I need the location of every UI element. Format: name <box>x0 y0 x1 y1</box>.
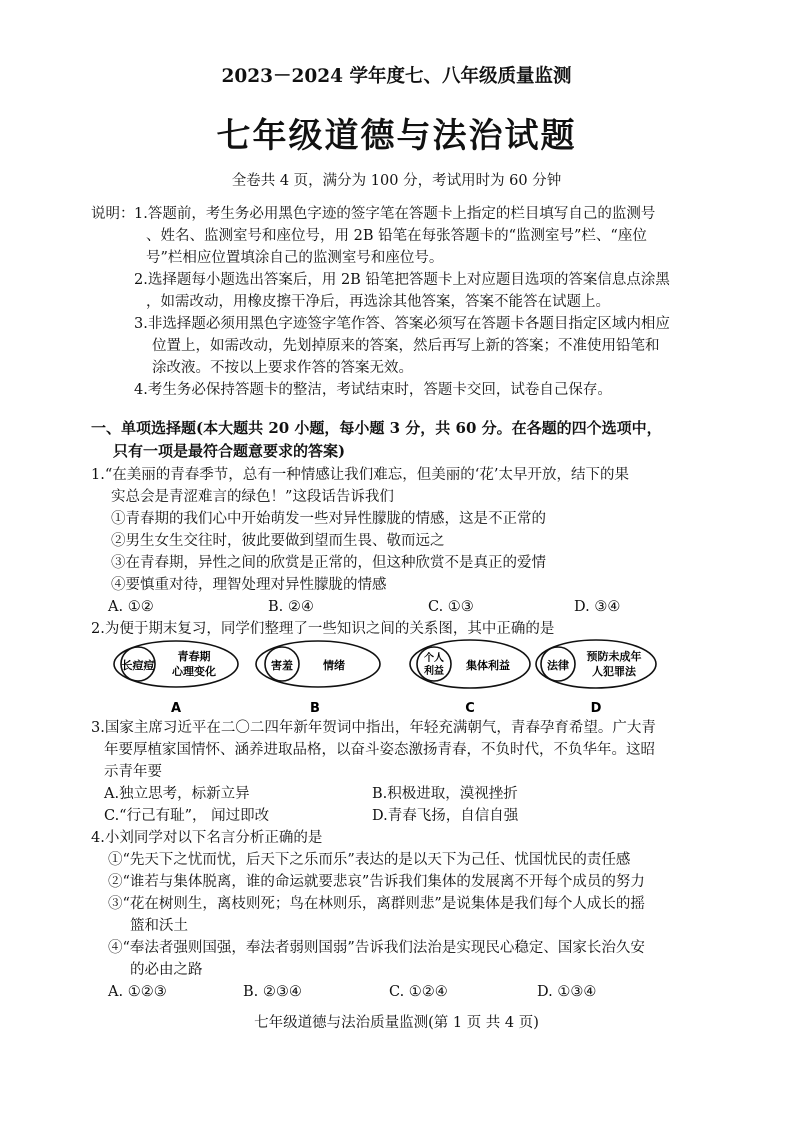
diagram-b-letter: B <box>310 701 320 716</box>
q1-item-2: ②男生女生交往时，彼此要做到望而生畏、敬而远之 <box>111 533 445 549</box>
instruction-3-line-1: 3.非选择题必须用黑色字迹签字笔作答、答案必须写在答题卡各题目指定区域内相应 <box>134 316 670 332</box>
q4-item-4-line-1: ④“奉法者强则国强，奉法者弱则国弱”告诉我们法治是实现民心稳定、国家长治久安 <box>108 940 645 956</box>
q1-option-b: B. ②④ <box>268 599 314 615</box>
diagram-c-inner-label-2: 利益 <box>424 666 444 677</box>
diagram-d <box>536 640 656 716</box>
q1-item-4: ④要慎重对待，理智处理对异性朦胧的情感 <box>111 577 387 593</box>
q4-item-3-line-1: ③“花在树则生，离枝则死；鸟在林则乐，离群则悲”是说集体是我们每个人成长的摇 <box>108 896 645 912</box>
q1-item-1: ①青春期的我们心中开始萌发一些对异性朦胧的情感，这是不正常的 <box>111 511 546 527</box>
q1-stem-line-1: 1.“在美丽的青春季节，总有一种情感让我们难忘，但美丽的‘花’太早开放，结下的果 <box>91 467 629 483</box>
diagram-d-letter: D <box>590 701 602 716</box>
instruction-1-line-2: 、姓名、监测室号和座位号，用 2B 铅笔在每张答题卡的“监测室号”栏、“座位 <box>146 228 647 244</box>
q3-stem-line-3: 示青年要 <box>104 764 162 780</box>
diagram-c-letter: C <box>465 701 475 716</box>
q4-option-c: C. ①②④ <box>389 984 448 1000</box>
q4-item-3-line-2: 篮和沃土 <box>130 918 188 934</box>
q4-option-d: D. ①③④ <box>537 984 597 1000</box>
exam-series-title: 2023－2024 学年度七、八年级质量监测 <box>221 66 572 87</box>
instruction-3-line-3: 涂改液。不按以上要求作答的答案无效。 <box>152 360 413 376</box>
q1-option-d: D. ③④ <box>574 599 621 615</box>
q1-option-a: A. ①② <box>108 599 154 615</box>
diagram-d-inner-label: 法律 <box>547 659 569 672</box>
instruction-2-line-2: ，如需改动，用橡皮擦干净后，再选涂其他答案，答案不能答在试题上。 <box>146 294 610 310</box>
diagram-b-inner-label: 害羞 <box>271 659 293 672</box>
q3-option-c: C.“行己有耻”， 闻过即改 <box>104 808 270 824</box>
instruction-1-line-1: 1.答题前，考生务必用黑色字迹的签字笔在答题卡上指定的栏目填写自己的监测号 <box>134 206 656 222</box>
q4-item-2: ②“谁若与集体脱离，谁的命运就要悲哀”告诉我们集体的发展离不开每个成员的努力 <box>108 874 645 890</box>
diagram-b-outer-label: 情绪 <box>323 659 345 672</box>
q4-item-4-line-2: 的必由之路 <box>130 962 203 978</box>
diagram-a-outer-label-1: 青春期 <box>177 650 211 663</box>
diagram-d-outer-label-1: 预防未成年 <box>586 650 642 663</box>
page-title: 七年级道德与法治试题 <box>216 116 577 156</box>
diagram-a-outer-label-2: 心理变化 <box>172 665 216 678</box>
instruction-4: 4.考生务必保持答题卡的整洁，考试结束时，答题卡交回，试卷自己保存。 <box>134 382 612 398</box>
instructions-label: 说明： <box>91 206 135 222</box>
q4-stem: 4.小刘同学对以下名言分析正确的是 <box>91 830 323 846</box>
diagram-a-inner-label: 长痘痘 <box>121 659 155 672</box>
q3-stem-line-1: 3.国家主席习近平在二〇二四年新年贺词中指出，年轻充满朝气，青春孕育希望。广大青 <box>91 720 656 736</box>
q3-option-a: A.独立思考，标新立异 <box>104 786 250 802</box>
q3-option-b: B.积极进取，漠视挫折 <box>372 786 518 802</box>
q3-stem-line-2: 年要厚植家国情怀、涵养进取品格，以奋斗姿态激扬青春，不负时代，不负华年。这昭 <box>104 742 655 758</box>
q2-diagrams <box>100 638 700 716</box>
diagram-a-letter: A <box>170 701 182 716</box>
diagram-c-outer-label: 集体利益 <box>466 659 510 672</box>
diagram-d-outer-label-2: 人犯罪法 <box>592 665 636 678</box>
q3-option-d: D.青春飞扬，自信自强 <box>372 808 519 824</box>
instruction-3-line-2: 位置上，如需改动，先划掉原来的答案，然后再写上新的答案；不准使用铅笔和 <box>152 338 660 354</box>
q2-stem: 2.为便于期末复习，同学们整理了一些知识之间的关系图，其中正确的是 <box>91 621 555 637</box>
section-1-heading-line-1: 一、单项选择题(本大题共 20 小题，每小题 3 分，共 60 分。在各题的四个选项中， <box>91 419 662 437</box>
exam-info: 全卷共 4 页，满分为 100 分，考试用时为 60 分钟 <box>231 173 562 189</box>
page-footer: 七年级道德与法治质量监测(第 1 页 共 4 页) <box>254 1015 539 1031</box>
q4-option-a: A. ①②③ <box>108 984 167 1000</box>
diagram-c-inner-label-1: 个人 <box>424 653 444 664</box>
instruction-1-line-3: 号”栏相应位置填涂自己的监测室号和座位号。 <box>146 250 444 266</box>
diagram-c <box>410 640 530 716</box>
section-1-heading-line-2: 只有一项是最符合题意要求的答案) <box>113 442 346 460</box>
q1-stem-line-2: 实总会是青涩难言的绿色！”这段话告诉我们 <box>111 489 394 505</box>
q4-option-b: B. ②③④ <box>243 984 302 1000</box>
q4-item-1: ①“先天下之忧而忧，后天下之乐而乐”表达的是以天下为己任、忧国忧民的责任感 <box>108 852 631 868</box>
diagram-a <box>114 641 238 716</box>
q1-item-3: ③在青春期，异性之间的欣赏是正常的，但这种欣赏不是真正的爱情 <box>111 555 546 571</box>
diagram-b <box>256 641 380 716</box>
q1-option-c: C. ①③ <box>428 599 474 615</box>
instruction-2-line-1: 2.选择题每小题选出答案后，用 2B 铅笔把答题卡上对应题目选项的答案信息点涂黑 <box>134 272 670 288</box>
